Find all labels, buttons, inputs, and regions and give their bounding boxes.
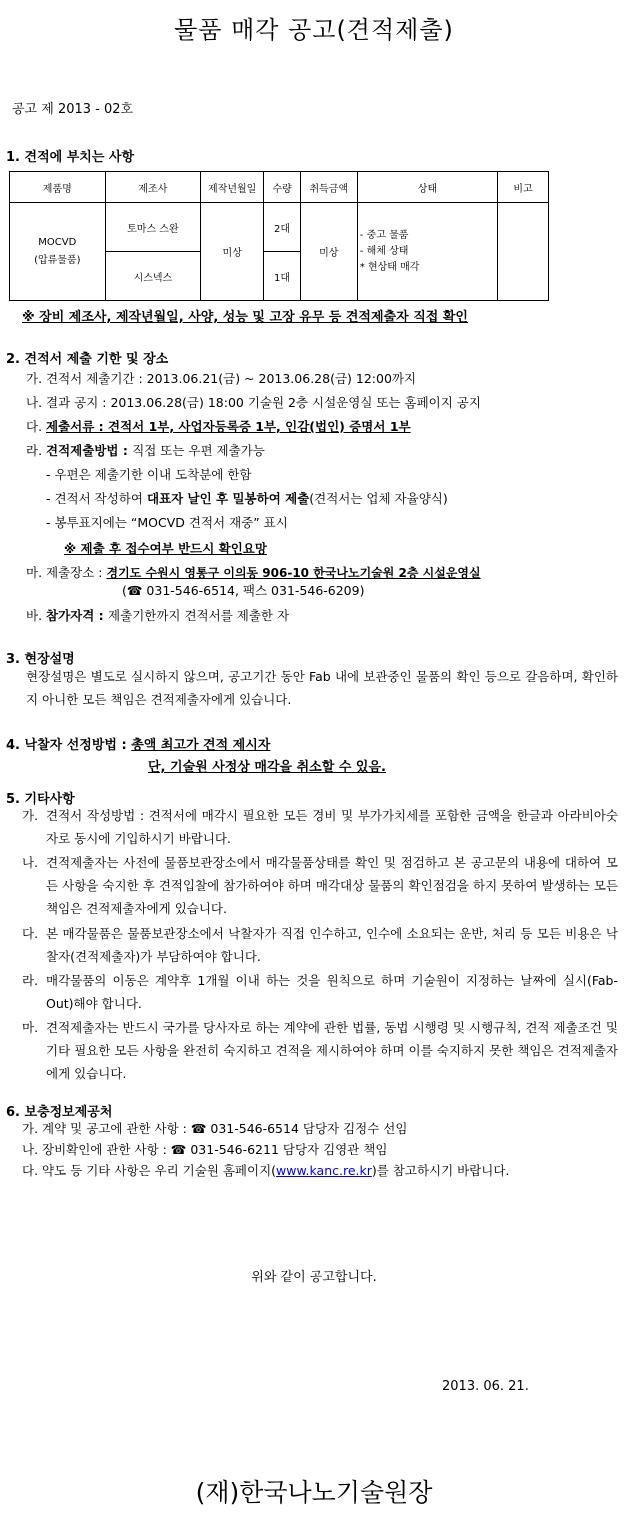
- s2-ra: [26, 442, 265, 460]
- s6-da-a: 다. 약도 등 기타 사항은 우리 기술원 홈페이지(: [22, 1163, 277, 1178]
- s6-da-b: )를 참고하시기 바랍니다.: [371, 1163, 510, 1178]
- s2-na: 나. 결과 공지 : 2013.06.28(금) 18:00 기술원 2층 시설운영실 또는 홈페이지 공지: [26, 395, 481, 410]
- cell-product: [10, 203, 106, 301]
- s2-ma-address: 경기도 수원시 영통구 이의동 906-10 한국나노기술원 2층 시설운영실: [106, 566, 481, 580]
- s2-ba-label: 바.: [26, 608, 47, 623]
- s2-ba-qualification: 참가자격 :: [46, 608, 109, 623]
- s2-da-label: 다.: [26, 419, 47, 434]
- item-table: [9, 171, 549, 301]
- s5-na: 견적제출자는 사전에 물품보관장소에서 매각물품상태를 확인 및 점검하고 본 공고문의 내용에 대하여 모든 사항을 숙지한 후 견적입찰에 참가하여야 하며 매각대상 물품의 확인점검을 하지 못하여 발생하는 모든 책임은 견적제출자에게 있습니다.: [46, 855, 618, 916]
- s2-ra-3: - 봉투표지에는 “MOCVD 견적서 재중” 표시: [46, 515, 288, 530]
- product-name: MOCVD: [38, 236, 77, 248]
- s2-ra-2a: - 견적서 작성하여: [46, 491, 147, 506]
- s2-ma: [26, 564, 481, 582]
- s5-da: 본 매각물품은 물품보관장소에서 낙찰자가 직접 인수하고, 인수에 소요되는 운반, 처리 등 모든 비용은 낙찰자(견적제출자)가 부담하여야 합니다.: [46, 926, 618, 964]
- s5-ma: 견적제출자는 반드시 국가를 당사자로 하는 계약에 관한 법률, 동법 시행령 및 시행규칙, 견적 제출조건 및 기타 필요한 모든 사항을 완전히 숙지하고 견적을 제시하여야 하며 이를 숙지하지 못한 책임은 견적제출자에게 있습니다.: [46, 1020, 618, 1081]
- s2-ra-rest: 직접 또는 우편 제출가능: [132, 443, 265, 458]
- s2-ra-label: 라.: [26, 443, 47, 458]
- s5-ga: 견적서 작성방법 : 견적서에 매각시 필요한 모든 경비 및 부가가치세를 포함한 금액을 한글과 아라비아숫자로 동시에 기입하시기 바랍니다.: [46, 808, 618, 846]
- s6-ga: 가. 계약 및 공고에 관한 사항 : ☎ 031-546-6514 담당자 김정수 선임: [22, 1121, 408, 1136]
- s4-line-2: 단, 기술원 사정상 매각을 취소할 수 있음.: [148, 760, 386, 775]
- s5-ga-label: 가.: [22, 808, 39, 823]
- s2-da: [26, 418, 411, 436]
- signature: (재)한국나노기술원장: [195, 1478, 433, 1507]
- status-line-3: * 현상태 매각: [359, 261, 420, 273]
- s5-na-label: 나.: [22, 855, 39, 870]
- section-4-heading: [6, 734, 270, 753]
- section-5-heading: 5. 기타사항: [6, 792, 75, 807]
- table-header-row: [10, 172, 549, 203]
- table-row: [10, 203, 549, 252]
- cell-maker-1: 토마스 스완: [105, 203, 201, 252]
- header-qty: 수량: [264, 172, 301, 203]
- header-maker: 제조사: [105, 172, 201, 203]
- cell-date: 미상: [201, 203, 264, 301]
- s2-ma-label: 마. 제출장소 :: [26, 565, 107, 580]
- header-date: 제작년월일: [201, 172, 264, 203]
- s2-ba-rest: 제출기한까지 견적서를 제출한 자: [108, 608, 290, 623]
- closing-text: 위와 같이 공고합니다.: [251, 1270, 377, 1285]
- section-1-heading: 1. 견적에 부치는 사항: [6, 150, 135, 165]
- header-product: 제품명: [10, 172, 106, 203]
- s3-text: 현장설명은 별도로 실시하지 않으며, 공고기간 동안 Fab 내에 보관중인 물품의 확인 등으로 갈음하며, 확인하지 아니한 모든 책임은 견적제출자에게 있습니다.: [26, 669, 618, 707]
- header-status: 상태: [357, 172, 497, 203]
- cell-note: [498, 203, 549, 301]
- s4-label: 4. 낙찰자 선정방법 :: [6, 738, 132, 753]
- s5-ra: 매각물품의 이동은 계약후 1개월 이내 하는 것을 원칙으로 하며 기술원이 지정하는 날짜에 실시(Fab-Out)해야 합니다.: [46, 973, 618, 1011]
- cell-amount: 미상: [300, 203, 357, 301]
- s2-ra-2c: (견적서는 업체 자율양식): [309, 491, 448, 506]
- product-note: (압류물품): [34, 254, 81, 266]
- header-amount: 취득금액: [300, 172, 357, 203]
- s2-ra-warning: ※ 제출 후 접수여부 반드시 확인요망: [64, 541, 267, 556]
- section-6-heading: 6. 보충정보제공처: [6, 1105, 113, 1120]
- s2-ra-2: [46, 490, 448, 508]
- section-3-heading: 3. 현장설명: [6, 652, 75, 667]
- s2-ma-tel: (☎ 031-546-6514, 팩스 031-546-6209): [122, 583, 365, 598]
- s5-ra-label: 라.: [22, 973, 39, 988]
- s6-da: [22, 1162, 509, 1180]
- page-title: 물품 매각 공고(견적제출): [174, 16, 454, 44]
- homepage-link[interactable]: www.kanc.re.kr: [276, 1163, 372, 1178]
- section-1-warning: ※ 장비 제조사, 제작년월일, 사양, 성능 및 고장 유무 등 견적제출자 직접 확인: [22, 310, 468, 325]
- s2-da-documents: 제출서류 : 견적서 1부, 사업자등록증 1부, 인감(법인) 증명서 1부: [46, 419, 411, 434]
- header-note: 비고: [498, 172, 549, 203]
- section-2-heading: 2. 견적서 제출 기한 및 장소: [6, 352, 169, 367]
- notice-number: 공고 제 2013 - 02호: [12, 102, 134, 117]
- s2-ra-1: - 우편은 제출기한 이내 도착분에 한함: [46, 467, 252, 482]
- s4-line-1: 총액 최고가 견적 제시자: [131, 738, 271, 753]
- status-line-2: - 해체 상태: [359, 245, 409, 257]
- status-line-1: - 중고 물품: [359, 229, 409, 241]
- s2-ba: [26, 607, 289, 625]
- s2-ga: 가. 견적서 제출기간 : 2013.06.21(금) ~ 2013.06.28(금) 12:00까지: [26, 371, 417, 386]
- cell-qty-1: 2대: [264, 203, 301, 252]
- s6-na: 나. 장비확인에 관한 사항 : ☎ 031-546-6211 담당자 김영관 책임: [22, 1142, 388, 1157]
- notice-date: 2013. 06. 21.: [442, 1379, 529, 1394]
- s5-da-label: 다.: [22, 926, 39, 941]
- cell-status: [357, 203, 497, 301]
- cell-qty-2: 1대: [264, 252, 301, 301]
- cell-maker-2: 시스넥스: [105, 252, 201, 301]
- s2-ra-method: 견적제출방법 :: [46, 443, 133, 458]
- s5-ma-label: 마.: [22, 1020, 39, 1035]
- s2-ra-2b: 대표자 날인 후 밀봉하여 제출: [146, 491, 310, 506]
